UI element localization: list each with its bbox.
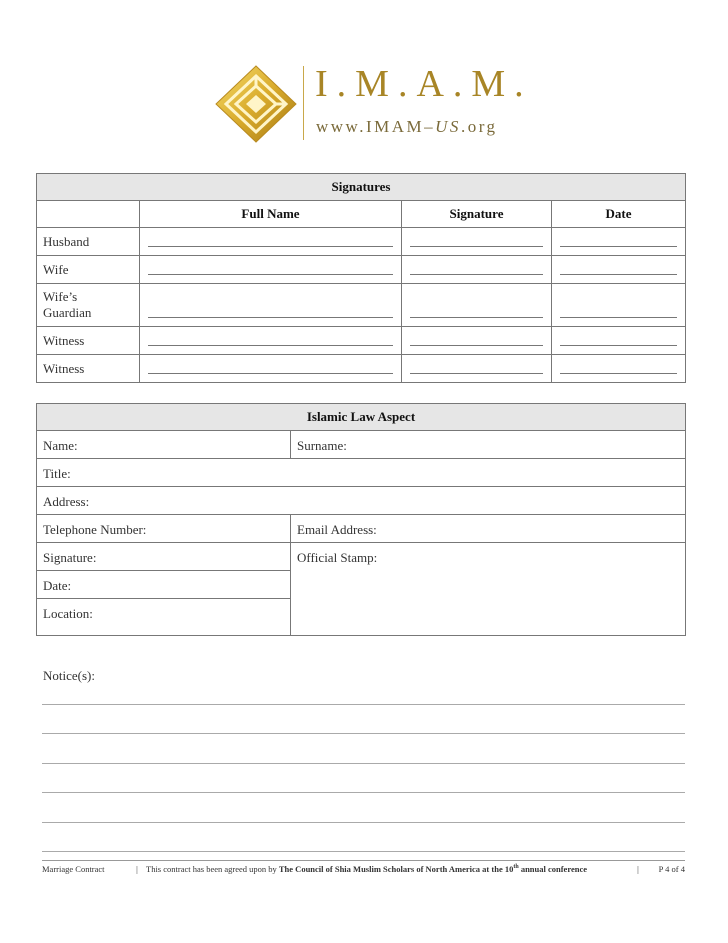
site-dash: – xyxy=(424,117,436,136)
site-tld: .org xyxy=(460,117,498,136)
page-footer xyxy=(42,860,685,874)
location-field[interactable]: Location: xyxy=(37,599,291,636)
table-row xyxy=(37,327,686,355)
islamic-law-title: Islamic Law Aspect xyxy=(37,404,686,431)
witness1-name-field[interactable] xyxy=(140,327,402,355)
table-row xyxy=(37,284,686,327)
telephone-field[interactable]: Telephone Number: xyxy=(37,515,291,543)
site-suffix: US xyxy=(435,117,461,136)
guardian-name-field[interactable] xyxy=(140,284,402,327)
row-label-wifes-guardian xyxy=(37,284,140,327)
footer-conference: annual conference xyxy=(518,864,587,874)
table-row xyxy=(37,256,686,284)
islamic-law-table xyxy=(36,403,686,636)
header-divider xyxy=(303,66,304,140)
footer-separator: | xyxy=(637,864,639,874)
guardian-signature-field[interactable] xyxy=(402,284,552,327)
witness2-signature-field[interactable] xyxy=(402,355,552,383)
site-prefix: www.IMAM xyxy=(316,117,425,136)
wife-name-field[interactable] xyxy=(140,256,402,284)
name-field[interactable]: Name: xyxy=(37,431,291,459)
table-row xyxy=(37,228,686,256)
witness2-name-field[interactable] xyxy=(140,355,402,383)
witness1-signature-field[interactable] xyxy=(402,327,552,355)
col-signature: Signature xyxy=(402,201,552,228)
email-field[interactable]: Email Address: xyxy=(291,515,686,543)
notice-line[interactable] xyxy=(42,733,685,734)
husband-date-field[interactable] xyxy=(552,228,686,256)
notices-label: Notice(s): xyxy=(43,668,95,683)
husband-name-field[interactable] xyxy=(140,228,402,256)
surname-field[interactable]: Surname: xyxy=(291,431,686,459)
blank-header xyxy=(37,201,140,228)
guardian-label-text: Wife’s Guardian xyxy=(43,289,92,320)
witness1-date-field[interactable] xyxy=(552,327,686,355)
wife-date-field[interactable] xyxy=(552,256,686,284)
brand-name: I.M.A.M. xyxy=(315,63,533,105)
row-label-witness-1: Witness xyxy=(37,327,140,355)
imam-logo-icon xyxy=(214,64,298,144)
row-label-witness-2: Witness xyxy=(37,355,140,383)
footer-separator: | xyxy=(136,864,138,874)
notice-line[interactable] xyxy=(42,763,685,764)
official-stamp-field[interactable]: Official Stamp: xyxy=(291,543,686,636)
guardian-date-field[interactable] xyxy=(552,284,686,327)
footer-page-number: P 4 of 4 xyxy=(658,864,685,874)
website-url[interactable] xyxy=(316,117,498,137)
col-date: Date xyxy=(552,201,686,228)
table-row xyxy=(37,355,686,383)
signature-field[interactable]: Signature: xyxy=(37,543,291,571)
title-field[interactable]: Title: xyxy=(37,459,686,487)
row-label-husband: Husband xyxy=(37,228,140,256)
col-full-name: Full Name xyxy=(140,201,402,228)
witness2-date-field[interactable] xyxy=(552,355,686,383)
footer-doc-name: Marriage Contract xyxy=(42,864,105,874)
row-label-wife: Wife xyxy=(37,256,140,284)
footer-sup: th xyxy=(513,864,519,871)
address-field[interactable]: Address: xyxy=(37,487,686,515)
husband-signature-field[interactable] xyxy=(402,228,552,256)
signatures-table xyxy=(36,173,686,383)
notice-line[interactable] xyxy=(42,822,685,823)
date-field[interactable]: Date: xyxy=(37,571,291,599)
notice-line[interactable] xyxy=(42,851,685,852)
page-header xyxy=(0,60,728,150)
notice-line[interactable] xyxy=(42,792,685,793)
wife-signature-field[interactable] xyxy=(402,256,552,284)
footer-prefix: This contract has been agreed upon by xyxy=(146,864,279,874)
signatures-title: Signatures xyxy=(37,174,686,201)
notice-line[interactable] xyxy=(42,704,685,705)
footer-council: The Council of Shia Muslim Scholars of North America at the 10 xyxy=(278,864,514,874)
footer-agreement xyxy=(146,864,629,874)
